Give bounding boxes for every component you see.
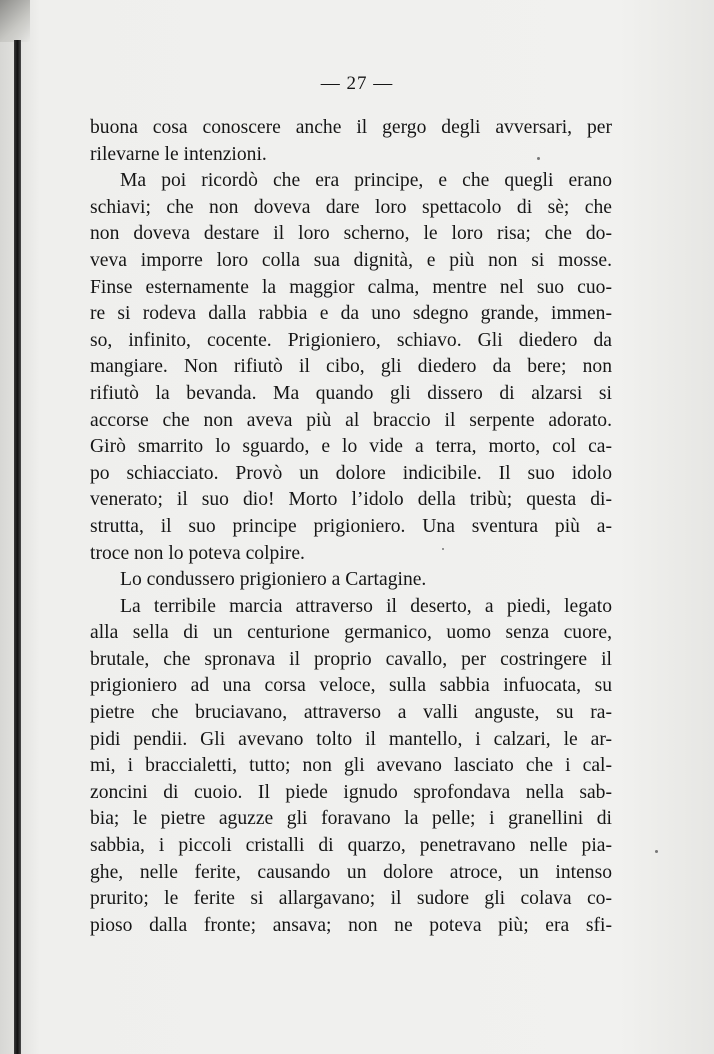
text-line: troce non lo poteva colpire. [90, 542, 305, 564]
text-line: rifiutò la bevanda. Ma quando gli dissero di alzarsi si [90, 382, 612, 404]
book-spine-edge [14, 40, 21, 1054]
text-line: bia; le pietre aguzze gli foravano la pelle; i granellini di [90, 808, 612, 830]
text-line: prurito; le ferite si allargavano; il sudore gli colava co- [90, 888, 612, 910]
text-line: non doveva destare il loro scherno, le loro risa; che do- [90, 223, 612, 245]
text-line: ghe, nelle ferite, causando un dolore atroce, un intenso [90, 861, 612, 883]
text-line: re si rodeva dalla rabbia e da uno sdegno grande, immen- [90, 303, 612, 325]
paper-speck [537, 157, 540, 160]
text-line: zoncini di cuoio. Il piede ignudo sprofondava nella sab- [90, 781, 612, 803]
text-line: venerato; il suo dio! Morto l’idolo della tribù; questa di- [90, 489, 612, 511]
text-line: pietre che bruciavano, attraverso a valli anguste, su ra- [90, 702, 612, 724]
text-line: pidi pendii. Gli avevano tolto il mantello, i calzari, le ar- [90, 728, 612, 750]
text-line: Lo condussero prigioniero a Cartagine. [120, 569, 427, 591]
body-text [90, 115, 612, 939]
page-corner-shadow [0, 0, 30, 42]
text-line: schiavi; che non doveva dare loro spettacolo di sè; che [90, 196, 612, 218]
text-line: La terribile marcia attraverso il deserto, a piedi, legato [120, 595, 612, 617]
paper-speck [655, 850, 658, 853]
text-line: prigioniero ad una corsa veloce, sulla sabbia infuocata, su [90, 675, 612, 697]
text-line: pioso dalla fronte; ansava; non ne poteva più; era sfi- [90, 914, 612, 936]
text-line: veva imporre loro colla sua dignità, e più non si mosse. [90, 249, 612, 271]
text-line: sabbia, i piccoli cristalli di quarzo, penetravano nelle pia- [90, 835, 612, 857]
text-line: buona cosa conoscere anche il gergo degli avversari, per [90, 117, 612, 138]
text-line: mi, i braccialetti, tutto; non gli avevano lasciato che i cal- [90, 755, 612, 777]
text-line: mangiare. Non rifiutò il cibo, gli diedero da bere; non [90, 356, 612, 378]
text-line: accorse che non aveva più al braccio il serpente adorato. [90, 409, 612, 431]
paper-speck [442, 548, 444, 550]
text-line: Ma poi ricordò che era principe, e che quegli erano [120, 170, 612, 192]
text-line: so, infinito, cocente. Prigioniero, schiavo. Gli diedero da [90, 329, 612, 351]
page-number: — 27 — [320, 73, 394, 94]
text-line: brutale, che spronava il proprio cavallo, per costringere il [90, 648, 612, 670]
text-line: strutta, il suo principe prigioniero. Una sventura più a- [90, 515, 612, 537]
text-line: po schiacciato. Provò un dolore indicibile. Il suo idolo [90, 462, 612, 484]
text-line: alla sella di un centurione germanico, uomo senza cuore, [90, 622, 612, 644]
text-line: rilevarne le intenzioni. [90, 143, 267, 165]
text-line: Girò smarrito lo sguardo, e lo vide a terra, morto, col ca- [90, 436, 612, 458]
text-line: Finse esternamente la maggior calma, mentre nel suo cuo- [90, 276, 612, 298]
